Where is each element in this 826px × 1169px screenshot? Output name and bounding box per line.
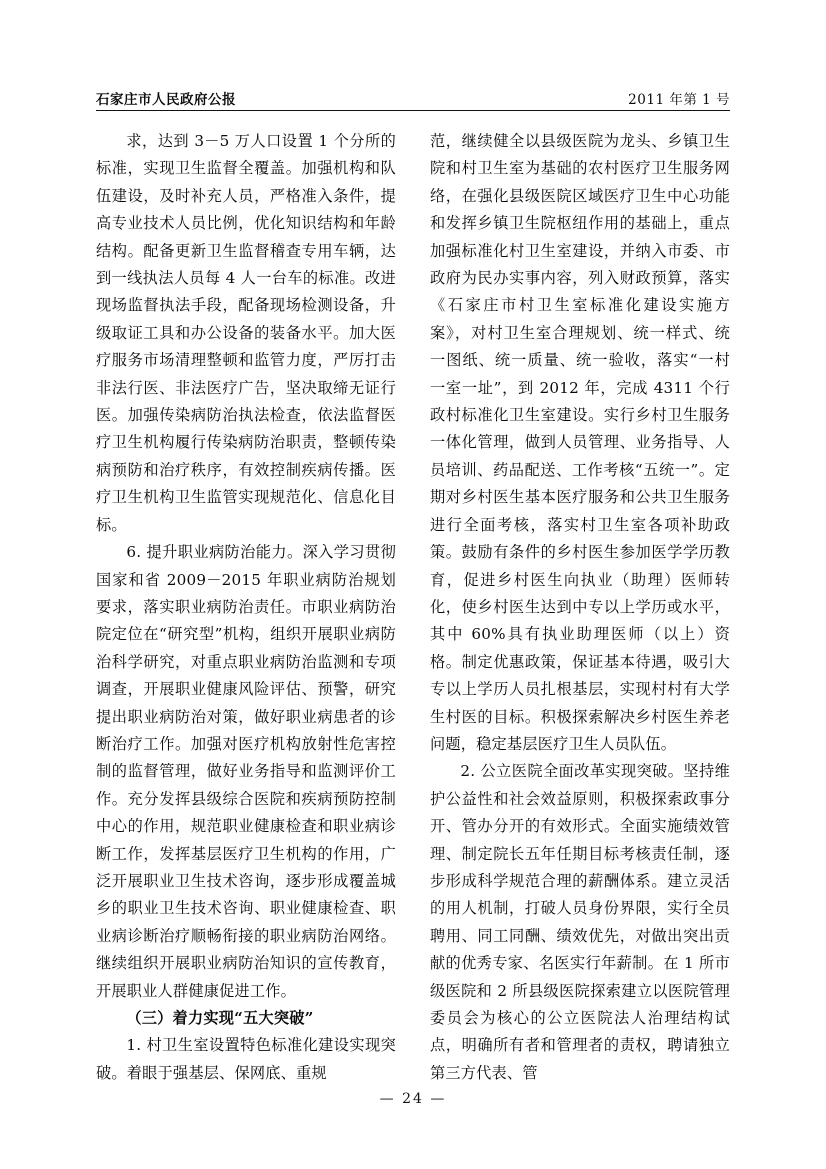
column-left <box>96 128 396 1082</box>
paragraph: 求，达到 3－5 万人口设置 1 个分所的标准，实现卫生监督全覆盖。加强机构和队伍建设，及时补充人员，严格准入条件，提高专业技术人员比例，优化知识结构和年龄结构。配备更新卫生监督稽查专用车辆，达到一线执法人员每 4 人一台车的标准。改进现场监督执法手段，配备现场检测设备，升级取证工具和办公设备的装备水平。加大医疗服务市场清理整顿和监管力度，严厉打击非法行医、非法医疗广告，坚决取缔无证行医。加强传染病防治执法检查，依法监督医疗卫生机构履行传染病防治职责，整顿传染病预防和治疗秩序，有效控制疾病传播。医疗卫生机构卫生监管实现规范化、信息化目标。 <box>96 132 396 534</box>
page-footer <box>0 1091 826 1107</box>
paragraph: 范，继续健全以县级医院为龙头、乡镇卫生院和村卫生室为基础的农村医疗卫生服务网络，在强化县级医院区域医疗卫生中心功能和发挥乡镇卫生院枢纽作用的基础上，重点加强标准化村卫生室建设，并纳入市委、市政府为民办实事内容，列入财政预算，落实《石家庄市村卫生室标准化建设实施方案》，对村卫生室合理规划、统一样式、统一图纸、统一质量、统一验收，落实“一村一室一址”，到 2012 年，完成 4311 个行政村标准化卫生室建设。实行乡村卫生服务一体化管理，做到人员管理、业务指导、人员培训、药品配送、工作考核“五统一”。定期对乡村医生基本医疗服务和公共卫生服务进行全面考核，落实村卫生室各项补助政策。鼓励有条件的乡村医生参加医学学历教育，促进乡村医生向执业（助理）医师转化，使乡村医生达到中专以上学历或水平，其中 60%具有执业助理医师（以上）资格。制定优惠政策，保证基本待遇，吸引大专以上学历人员扎根基层，实现村村有大学生村医的目标。积极探索解决乡村医生养老问题，稳定基层医疗卫生人员队伍。 <box>430 132 730 753</box>
page-header <box>96 88 730 108</box>
page-number: — 24 — <box>379 1091 447 1107</box>
publication-title: 石家庄市人民政府公报 <box>96 92 236 108</box>
column-right <box>430 128 730 1082</box>
section-heading: （三）着力实现“五大突破” <box>126 1009 314 1027</box>
header-divider <box>96 110 730 111</box>
paragraph: 1. 村卫生室设置特色标准化建设实现突破。着眼于强基层、保网底、重规 <box>96 1036 396 1082</box>
paragraph: 6. 提升职业病防治能力。深入学习贯彻国家和省 2009－2015 年职业病防治规划要求，落实职业病防治责任。市职业病防治院定位在“研究型”机构，组织开展职业病防治科学研究，对重点职业病防治监测和专项调查，开展职业健康风险评估、预警，研究提出职业病防治对策，做好职业病患者的诊断治疗工作。加强对医疗机构放射性危害控制的监督管理，做好业务指导和监测评价工作。充分发挥县级综合医院和疾病预防控制中心的作用，规范职业健康检查和职业病诊断工作，发挥基层医疗卫生机构的作用，广泛开展职业卫生技术咨询，逐步形成覆盖城乡的职业卫生技术咨询、职业健康检查、职业病诊断治疗顺畅衔接的职业病防治网络。继续组织开展职业病防治知识的宣传教育，开展职业人群健康促进工作。 <box>96 543 396 1000</box>
body-columns <box>96 128 730 1082</box>
paragraph: 2. 公立医院全面改革实现突破。坚持维护公益性和社会效益原则，积极探索政事分开、管办分开的有效形式。全面实施绩效管理、制定院长五年任期目标考核责任制，逐步形成科学规范合理的薪酬体系。建立灵活的用人机制，打破人员身份界限，实行全员聘用、同工同酬、绩效优先，对做出突出贡献的优秀专家、名医实行年薪制。在 1 所市级医院和 2 所县级医院探索建立以医院管理委员会为核心的公立医院法人治理结构试点，明确所有者和管理者的责权，聘请独立第三方代表、管 <box>430 762 730 1082</box>
issue-label: 2011 年第 1 号 <box>628 92 730 108</box>
